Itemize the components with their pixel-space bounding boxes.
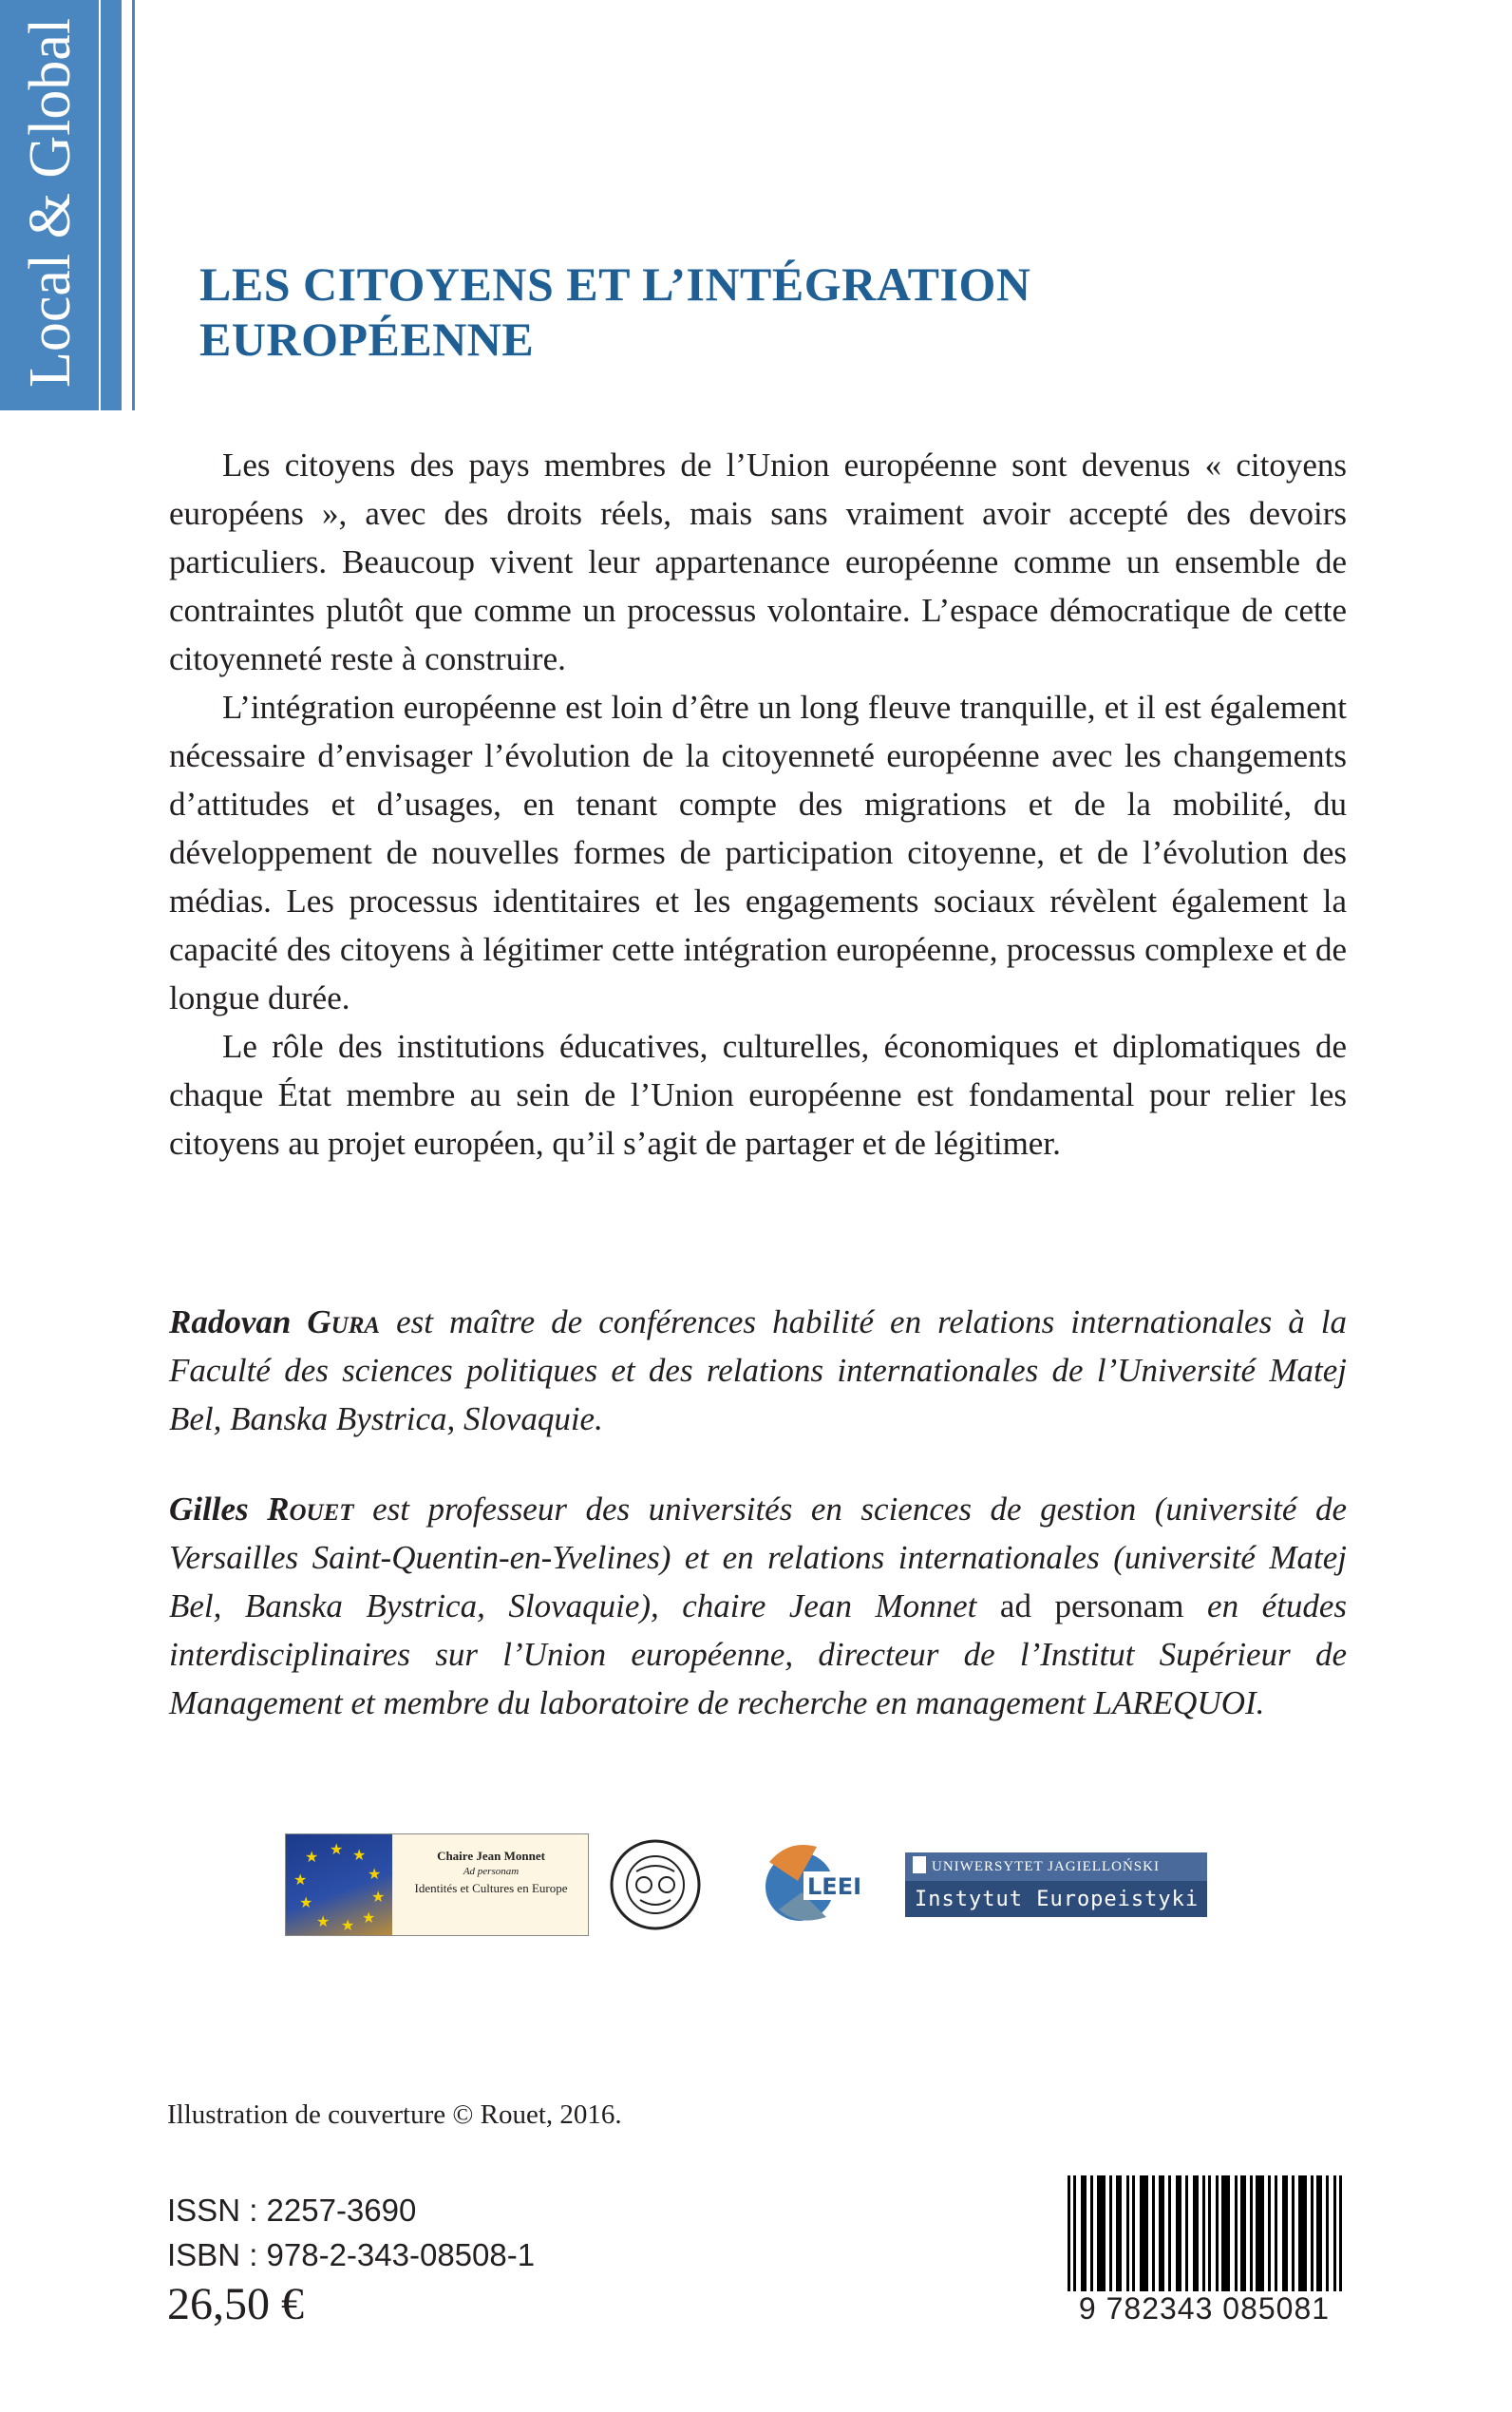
issn: ISSN : 2257-3690 — [167, 2193, 417, 2228]
barcode-digits: 9 782343 085081 — [1057, 2291, 1351, 2327]
summary-paragraph-1: Les citoyens des pays membres de l’Union européenne sont devenus « citoyens européens », avec des droits réels, mais sans vraiment avoir accepté des devoirs particuliers. Beaucoup vivent leur appartenance européenne comme un ensemble de contraintes plutôt que comme un processus volontaire. L’espace démocratique de cette citoyenneté reste à construire. — [169, 446, 1347, 677]
series-label: Local & Global — [18, 17, 83, 388]
book-title: LES CITOYENS ET L’INTÉGRATION EUROPÉENNE — [199, 257, 1031, 366]
author-bio-2 — [169, 1485, 1347, 1727]
price: 26,50 € — [167, 2279, 304, 2329]
author-first-name: Gilles — [169, 1491, 249, 1528]
leei-logo — [760, 1833, 864, 1934]
uj-logo-top — [905, 1852, 1207, 1881]
cover-credit: Illustration de couverture © Rouet, 2016. — [167, 2099, 622, 2130]
author-bio-latin: ad personam — [999, 1587, 1184, 1624]
author-first-name: Radovan — [169, 1303, 292, 1340]
series-tab — [0, 0, 122, 410]
uj-logo-line2: Instytut Europeistyki — [915, 1888, 1200, 1911]
summary — [169, 441, 1347, 1168]
author-last-name: Rouet — [267, 1491, 354, 1528]
chaire-jean-monnet-logo — [285, 1833, 589, 1936]
uj-crest-icon — [913, 1856, 926, 1873]
uniwersytet-jagiellonski-logo — [905, 1852, 1207, 1917]
author-bios — [169, 1298, 1347, 1769]
leei-logo-text: LEEI — [807, 1873, 862, 1900]
author-last-name: Gura — [307, 1303, 381, 1340]
partner-logos — [285, 1833, 1235, 1938]
chaire-logo-line3: Identités et Cultures en Europe — [414, 1881, 568, 1895]
university-seal-icon — [608, 1837, 703, 1932]
author-bio-text: est professeur des universités en sciences de gestion (université de Versailles Saint-Quentin-en-Yvelines) et en relations internationales (université Matej Bel, Banska Bystrica, Slovaquie), chaire Jean Monnet — [169, 1491, 1347, 1624]
eu-flag-icon: ★ ★ ★ ★ ★ ★ ★ ★ ★ ★ — [286, 1834, 392, 1935]
summary-paragraph-3: Le rôle des institutions éducatives, culturelles, économiques et diplomatiques de chaque État membre au sein de l’Union européenne est fondamental pour relier les citoyens au projet européen, qu’il s’agit de partager et de légitimer. — [169, 1028, 1347, 1162]
series-tab-divider — [99, 0, 101, 410]
author-bio-1 — [169, 1298, 1347, 1443]
chaire-logo-line2: Ad personam — [463, 1866, 520, 1877]
isbn: ISBN : 978-2-343-08508-1 — [167, 2237, 536, 2272]
summary-paragraph-2: L’intégration européenne est loin d’être un long fleuve tranquille, et il est également nécessaire d’envisager l’évolution de la citoyenneté européenne avec les changements d’attitudes et d’usages, en tenant compte des migrations et de la mobilité, du développement de nouvelles formes de participation citoyenne, et de l’évolution des médias. Les processus identitaires et les engagements sociaux révèlent également la capacité des citoyens à légitimer cette intégration européenne, processus complexe et de longue durée. — [169, 689, 1347, 1016]
uj-logo-line1: UNIWERSYTET JAGIELLOŃSKI — [932, 1859, 1160, 1874]
author-bio-text: est maître de conférences habilité en relations internationales à la Faculté des sciences politiques et des relations internationales de l’Université Matej Bel, Banska Bystrica, Slovaquie. — [169, 1303, 1347, 1437]
chaire-logo-text — [398, 1848, 584, 1896]
author-bio-text: en études interdisciplinaires sur l’Union européenne, directeur de l’Institut Supérieur de Management et membre du laboratoire de recherche en management LAREQUOI. — [169, 1587, 1347, 1721]
chaire-logo-line1: Chaire Jean Monnet — [437, 1849, 545, 1863]
series-rule — [132, 0, 135, 410]
